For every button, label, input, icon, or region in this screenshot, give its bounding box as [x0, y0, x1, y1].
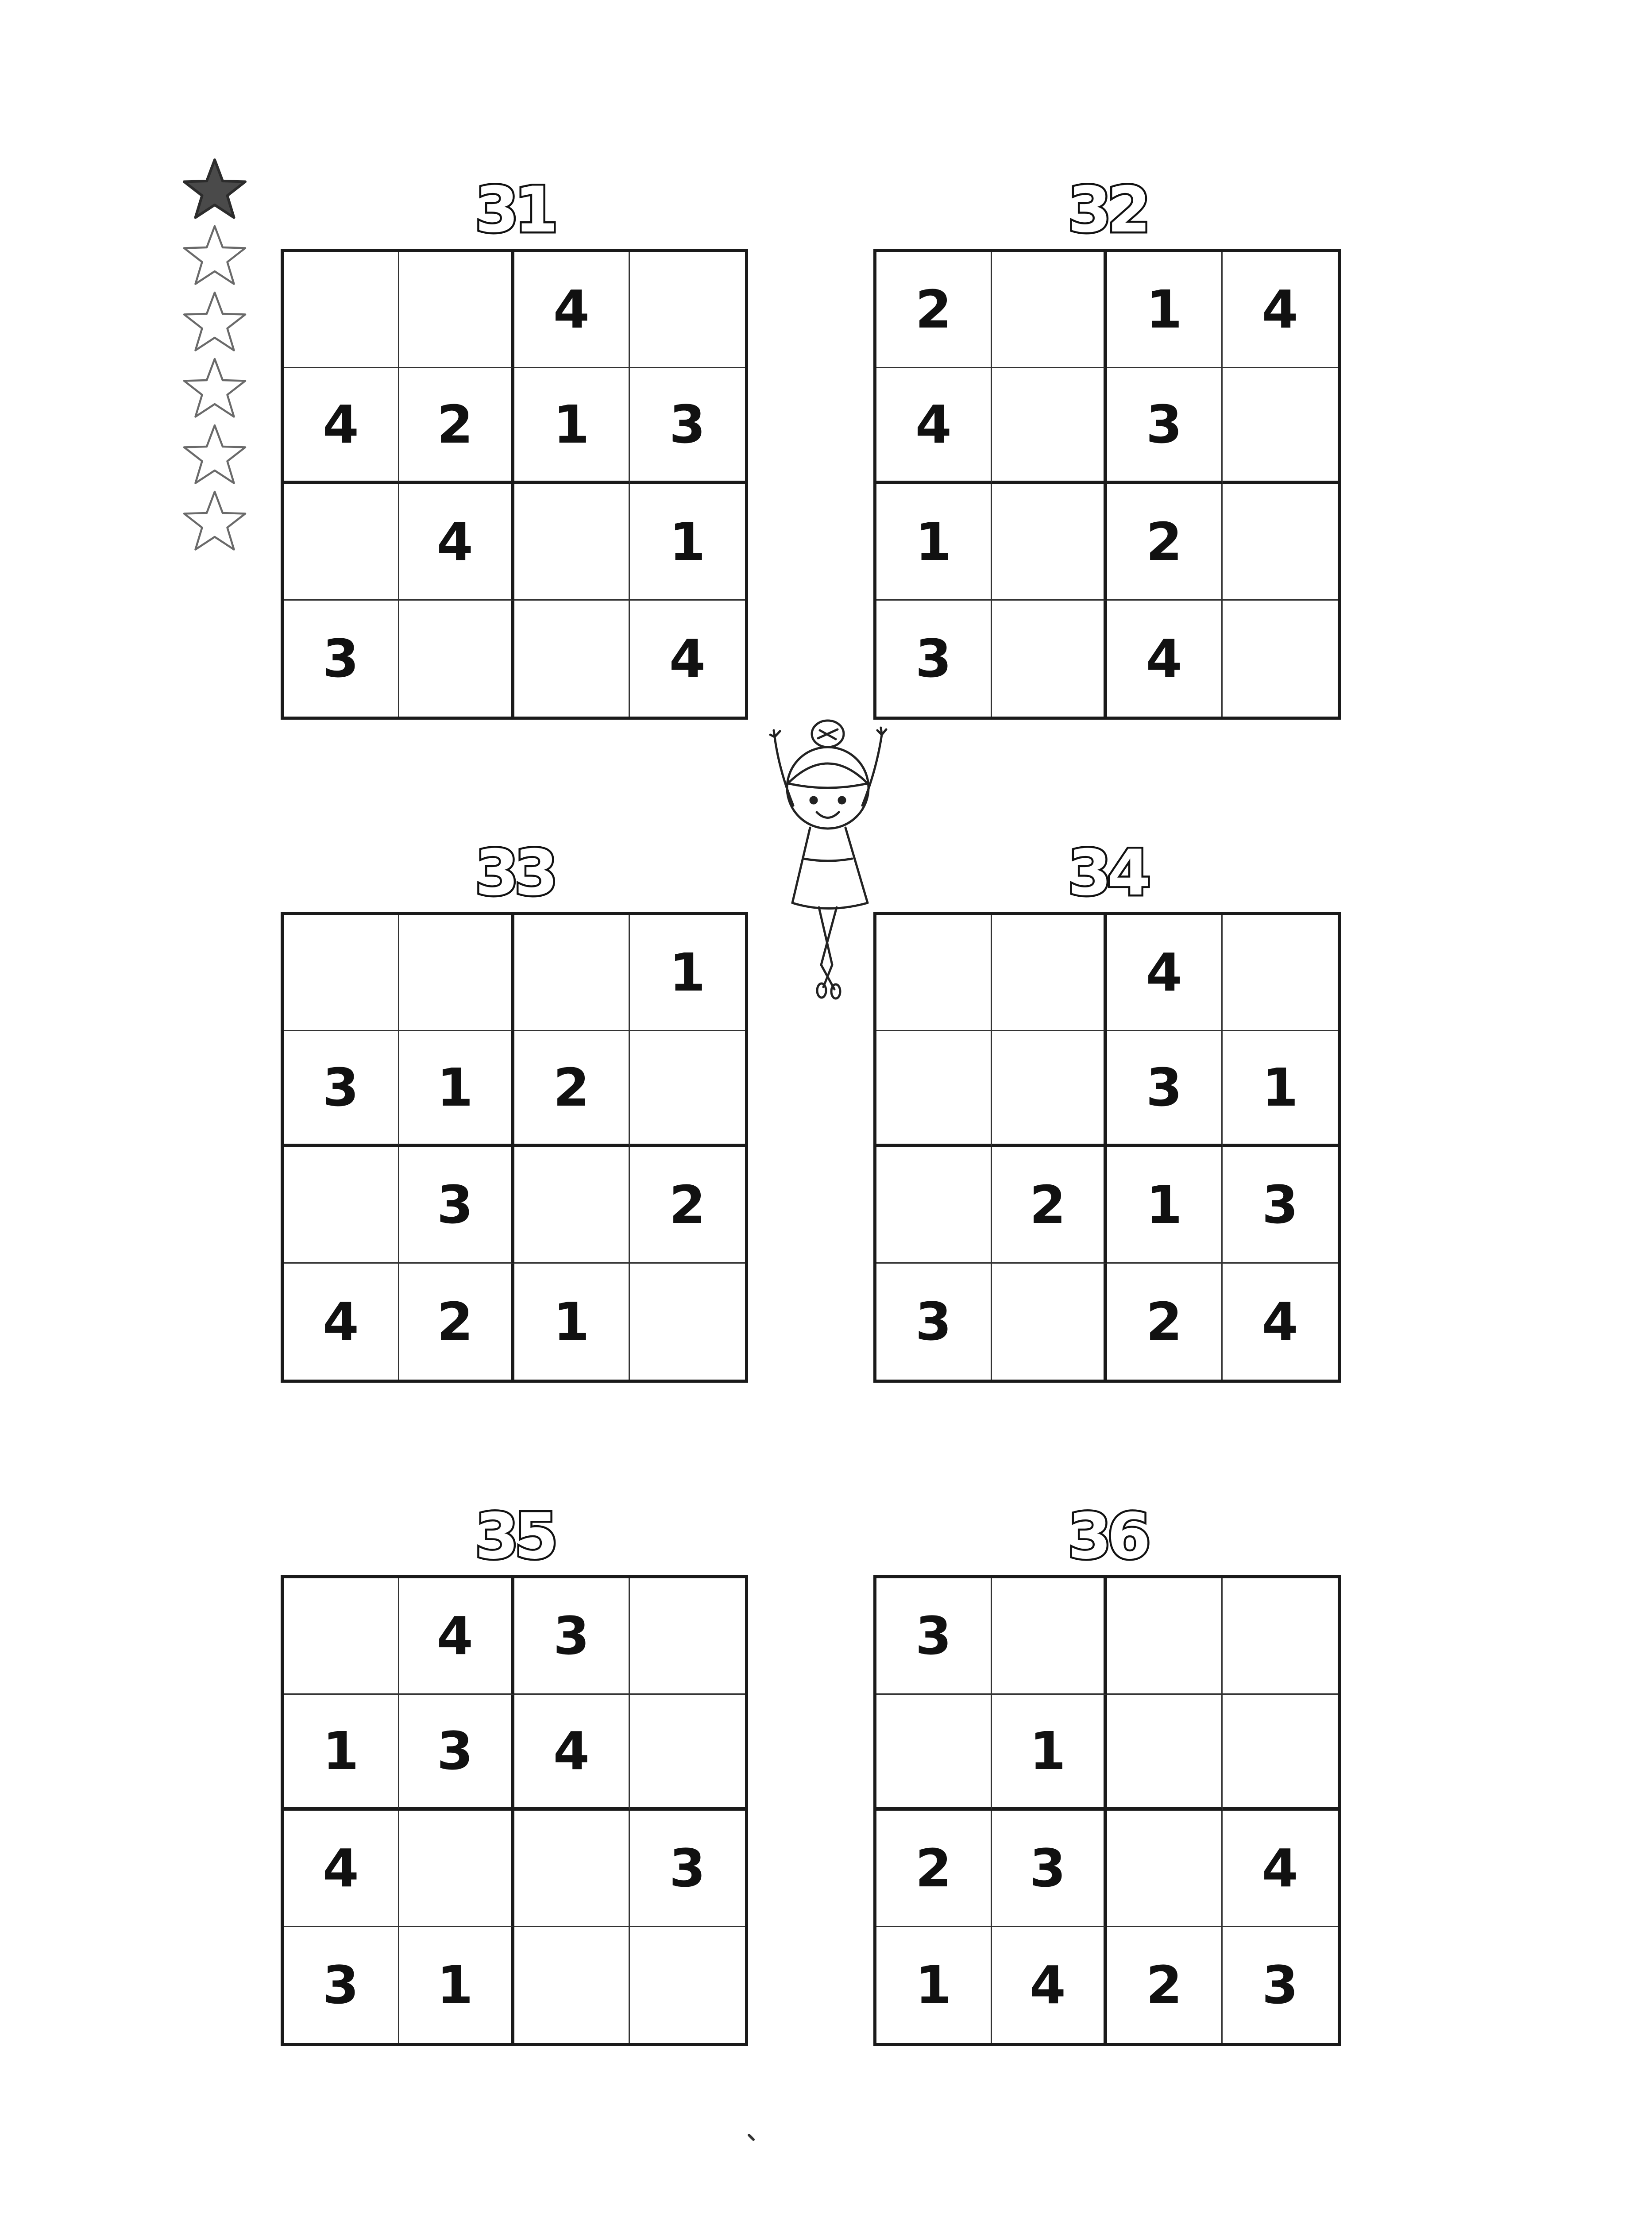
grid-cell[interactable]: [514, 915, 630, 1031]
grid-cell: 2: [1107, 484, 1223, 601]
star-outline-icon: [181, 421, 248, 488]
grid-cell[interactable]: [630, 252, 745, 368]
grid-cell[interactable]: [1107, 1578, 1223, 1695]
grid-cell: 4: [284, 1811, 399, 1927]
difficulty-rating: [181, 156, 252, 554]
puzzle-number: 33: [475, 837, 554, 910]
sudoku-grid: [873, 912, 1341, 1383]
grid-cell: 2: [876, 1811, 992, 1927]
grid-cell[interactable]: [876, 1031, 992, 1148]
grid-cell: 2: [399, 368, 515, 485]
grid-cell[interactable]: [514, 484, 630, 601]
puzzle-number: 35: [475, 1500, 554, 1573]
grid-cell: 1: [876, 484, 992, 601]
grid-cell[interactable]: [992, 368, 1108, 485]
grid-cell[interactable]: [992, 1578, 1108, 1695]
grid-cell[interactable]: [284, 1147, 399, 1264]
grid-cell: 3: [876, 1578, 992, 1695]
grid-cell: 1: [1107, 252, 1223, 368]
grid-cell: 3: [1107, 368, 1223, 485]
grid-cell: 3: [630, 368, 745, 485]
star-filled-icon: [181, 156, 248, 222]
sudoku-grid: [281, 912, 748, 1383]
sudoku-grid: [873, 1575, 1341, 2046]
star-outline-icon: [181, 355, 248, 421]
grid-cell: 2: [1107, 1927, 1223, 2043]
grid-cell[interactable]: [630, 1927, 745, 2043]
grid-cell: 4: [669, 628, 706, 689]
grid-cell: 1: [992, 1695, 1108, 1811]
grid-cell[interactable]: [284, 1578, 399, 1695]
grid-cell[interactable]: [992, 1264, 1108, 1380]
grid-cell: 1: [876, 1927, 992, 2043]
grid-cell: 2: [992, 1147, 1108, 1264]
puzzle-number: 36: [1068, 1500, 1146, 1573]
grid-cell[interactable]: [399, 1811, 515, 1927]
grid-cell[interactable]: [514, 601, 630, 717]
grid-cell[interactable]: [876, 1147, 992, 1264]
grid-cell: 3: [399, 1147, 515, 1264]
grid-cell: 1: [1223, 1031, 1338, 1148]
grid-cell: 4: [514, 252, 630, 368]
grid-cell[interactable]: [630, 1264, 745, 1380]
sudoku-grid: [873, 249, 1341, 720]
grid-cell[interactable]: [992, 601, 1108, 717]
grid-cell: 2: [1107, 1264, 1223, 1380]
grid-cell: 2: [876, 252, 992, 368]
grid-cell[interactable]: [1107, 1695, 1223, 1811]
grid-cell[interactable]: [399, 252, 515, 368]
grid-cell: 2: [514, 1031, 630, 1148]
grid-cell[interactable]: [630, 1031, 745, 1148]
grid-cell[interactable]: [1223, 1578, 1338, 1695]
grid-cell: 3: [630, 1811, 745, 1927]
grid-cell[interactable]: [1223, 601, 1338, 717]
grid-cell: 4: [284, 1264, 399, 1380]
grid-cell: 3: [284, 601, 399, 717]
speck-mark: [747, 2133, 758, 2144]
grid-cell: 1: [630, 915, 745, 1031]
grid-cell: 4: [992, 1927, 1108, 2043]
grid-cell[interactable]: [514, 1811, 630, 1927]
grid-cell: 3: [1262, 1954, 1298, 2016]
grid-cell[interactable]: [514, 1147, 630, 1264]
puzzle-number: 34: [1068, 837, 1146, 910]
grid-cell[interactable]: [284, 915, 399, 1031]
grid-cell[interactable]: [399, 915, 515, 1031]
grid-cell[interactable]: [992, 1031, 1108, 1148]
grid-cell[interactable]: [1223, 368, 1338, 485]
puzzle-number: 32: [1068, 173, 1146, 247]
grid-cell[interactable]: [992, 484, 1108, 601]
grid-cell[interactable]: [1223, 915, 1338, 1031]
grid-cell: 4: [876, 368, 992, 485]
grid-cell: 4: [399, 1578, 515, 1695]
grid-cell[interactable]: [992, 915, 1108, 1031]
grid-cell: 4: [514, 1695, 630, 1811]
grid-cell[interactable]: [992, 252, 1108, 368]
sudoku-grid: [281, 1575, 748, 2046]
grid-cell: 4: [1223, 252, 1338, 368]
grid-cell[interactable]: [630, 1695, 745, 1811]
grid-cell: 3: [284, 1031, 399, 1148]
grid-cell: 4: [1107, 601, 1223, 717]
grid-cell[interactable]: [1107, 1811, 1223, 1927]
grid-cell: 2: [399, 1264, 515, 1380]
grid-cell: 3: [876, 601, 992, 717]
grid-cell: 1: [284, 1695, 399, 1811]
grid-cell: 1: [399, 1927, 515, 2043]
grid-cell: 3: [992, 1811, 1108, 1927]
grid-cell: 2: [630, 1147, 745, 1264]
grid-cell: 1: [514, 368, 630, 485]
grid-cell: 4: [1223, 1811, 1338, 1927]
grid-cell[interactable]: [284, 252, 399, 368]
grid-cell: 1: [630, 484, 745, 601]
grid-cell: 4: [1107, 915, 1223, 1031]
grid-cell: 3: [284, 1927, 399, 2043]
grid-cell[interactable]: [876, 1695, 992, 1811]
grid-cell[interactable]: [399, 601, 515, 717]
grid-cell: 3: [1223, 1147, 1338, 1264]
grid-cell: 1: [514, 1264, 630, 1380]
star-outline-icon: [181, 289, 248, 355]
grid-cell[interactable]: [1223, 1695, 1338, 1811]
star-outline-icon: [181, 488, 248, 554]
grid-cell[interactable]: [630, 1578, 745, 1695]
grid-cell[interactable]: [284, 484, 399, 601]
puzzle-number: 31: [475, 173, 554, 247]
grid-cell: 3: [514, 1578, 630, 1695]
sudoku-grid: [281, 249, 748, 720]
girl-doodle-icon: [761, 717, 894, 1000]
grid-cell: 3: [876, 1264, 992, 1380]
star-outline-icon: [181, 222, 248, 289]
grid-cell: 1: [399, 1031, 515, 1148]
grid-cell: 3: [1107, 1031, 1223, 1148]
grid-cell[interactable]: [514, 1927, 630, 2043]
grid-cell[interactable]: [1223, 484, 1338, 601]
grid-cell: 4: [1262, 1291, 1298, 1352]
grid-cell: 4: [284, 368, 399, 485]
grid-cell: 1: [1107, 1147, 1223, 1264]
grid-cell: 3: [399, 1695, 515, 1811]
grid-cell: 4: [399, 484, 515, 601]
